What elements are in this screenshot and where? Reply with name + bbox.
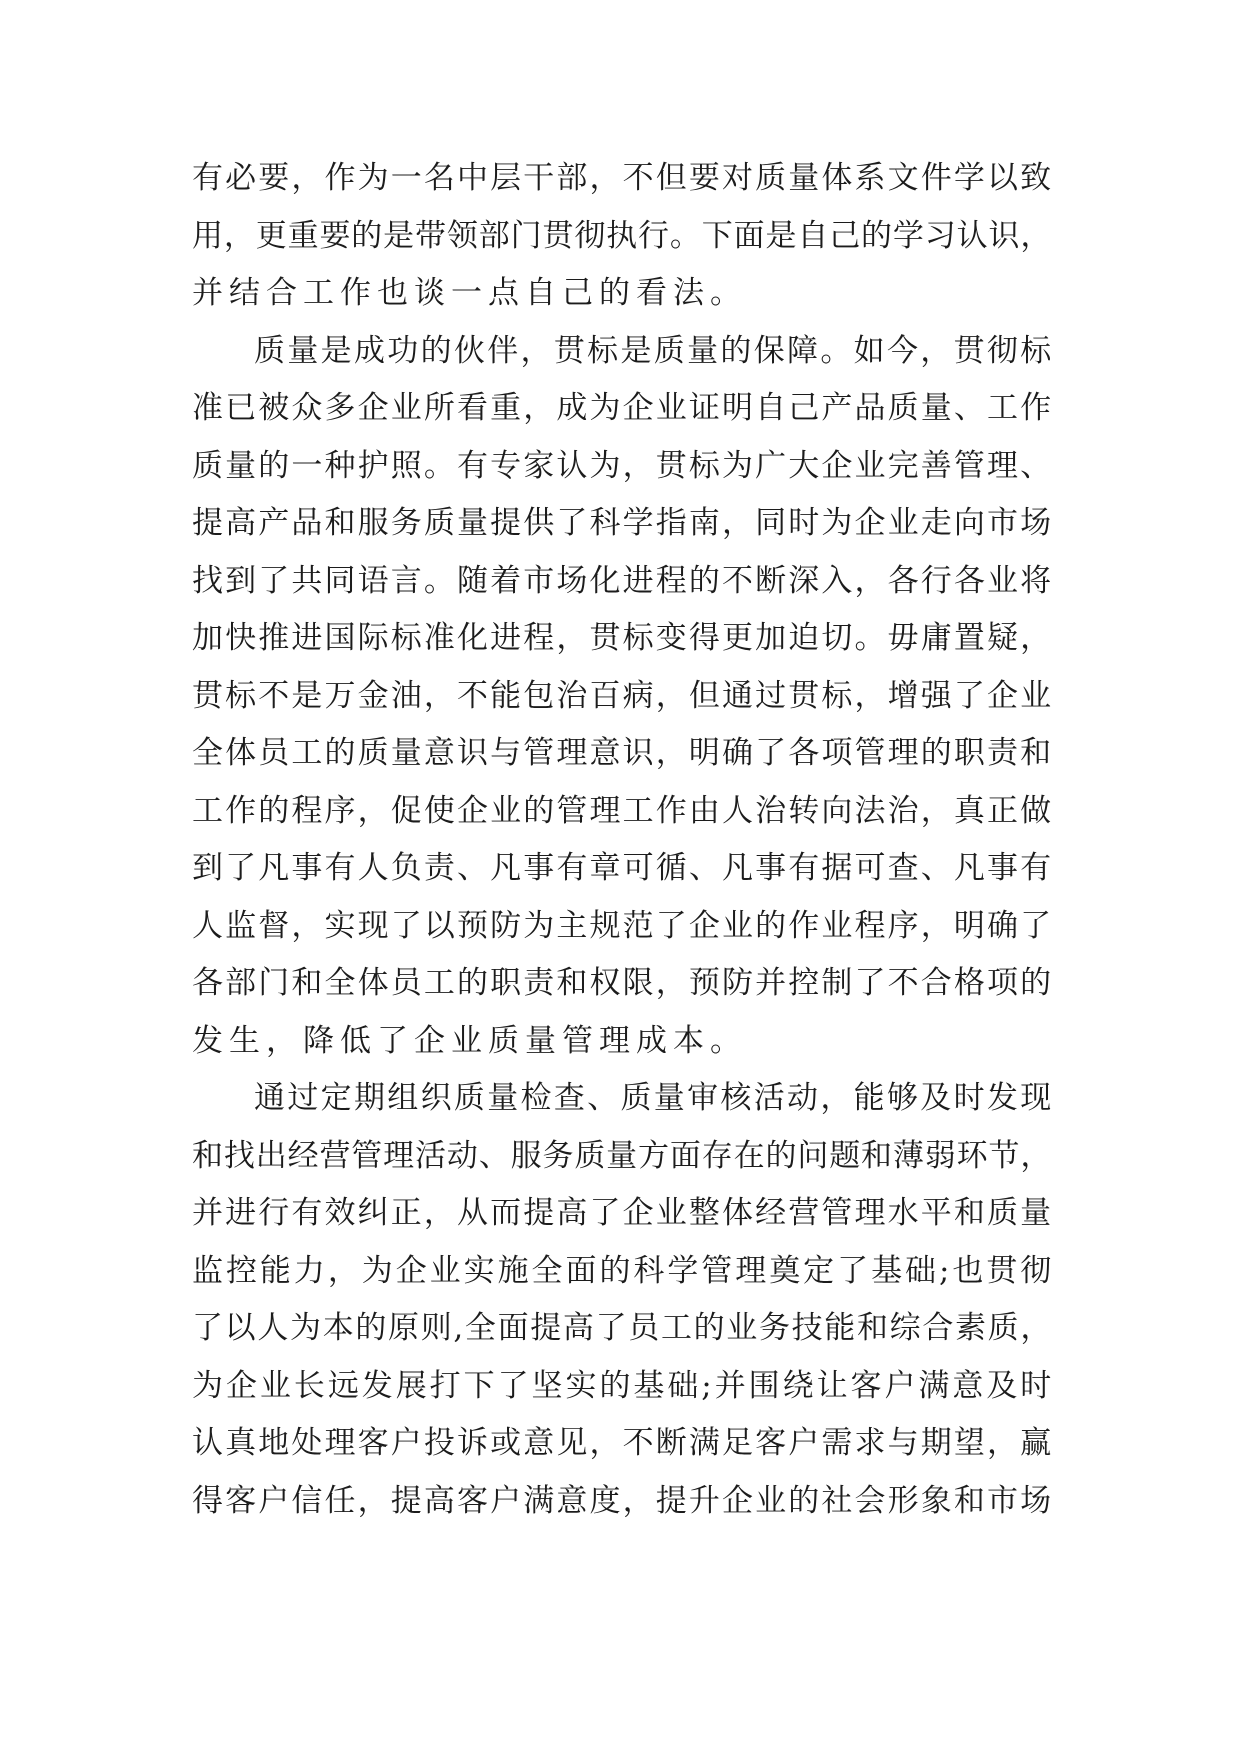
text-line: 认 真 地 处 理 客 户 投 诉 或 意 见 ， 不 断 满 足 客 户 需 求 与 期 望 ， 赢: [192, 1425, 1052, 1461]
text-line: 加 快 推 进 国 际 标 准 化 进 程 ， 贯 标 变 得 更 加 迫 切 。 毋 庸 置 疑 ，: [192, 620, 1052, 656]
text-line: 了 以 人 为 本 的 原 则 , 全 面 提 高 了 员 工 的 业 务 技 能 和 综 合 素 质 ，: [192, 1310, 1052, 1346]
text-line: 各 部 门 和 全 体 员 工 的 职 责 和 权 限 ， 预 防 并 控 制 了 不 合 格 项 的: [192, 965, 1052, 1001]
text-line: 全 体 员 工 的 质 量 意 识 与 管 理 意 识 ， 明 确 了 各 项 管 理 的 职 责 和: [192, 735, 1052, 771]
text-line: 提 高 产 品 和 服 务 质 量 提 供 了 科 学 指 南 ， 同 时 为 企 业 走 向 市 场: [192, 505, 1052, 541]
text-line: 工 作 的 程 序 ， 促 使 企 业 的 管 理 工 作 由 人 治 转 向 法 治 ， 真 正 做: [192, 793, 1052, 829]
text-line: 监 控 能 力 ， 为 企 业 实 施 全 面 的 科 学 管 理 奠 定 了 基 础 ; 也 贯 彻: [192, 1253, 1052, 1289]
text-line: 有 必 要 ， 作 为 一 名 中 层 干 部 ， 不 但 要 对 质 量 体 系 文 件 学 以 致: [192, 160, 1052, 196]
text-line: 准 已 被 众 多 企 业 所 看 重 ， 成 为 企 业 证 明 自 己 产 品 质 量 、 工 作: [192, 390, 1052, 426]
paragraph-first-line: 质 量 是 成 功 的 伙 伴 ， 贯 标 是 质 量 的 保 障 。 如 今 ， 贯 彻 标: [254, 333, 1052, 369]
text-line: 得 客 户 信 任 ， 提 高 客 户 满 意 度 ， 提 升 企 业 的 社 会 形 象 和 市 场: [192, 1483, 1052, 1519]
text-line: 找 到 了 共 同 语 言 。 随 着 市 场 化 进 程 的 不 断 深 入 ， 各 行 各 业 将: [192, 563, 1052, 599]
paragraph-first-line: 通 过 定 期 组 织 质 量 检 查 、 质 量 审 核 活 动 ， 能 够 及 时 发 现: [254, 1080, 1052, 1116]
text-line: 到 了 凡 事 有 人 负 责 、 凡 事 有 章 可 循 、 凡 事 有 据 可 查 、 凡 事 有: [192, 850, 1052, 886]
text-line: 贯 标 不 是 万 金 油 ， 不 能 包 治 百 病 ， 但 通 过 贯 标 ， 增 强 了 企 业: [192, 678, 1052, 714]
text-line: 并 进 行 有 效 纠 正 ， 从 而 提 高 了 企 业 整 体 经 营 管 理 水 平 和 质 量: [192, 1195, 1052, 1231]
text-line: 用 ， 更 重 要 的 是 带 领 部 门 贯 彻 执 行 。 下 面 是 自 己 的 学 习 认 识 ，: [192, 218, 1052, 254]
text-line: 发生，降低了企业质量管理成本。: [192, 1023, 747, 1059]
text-line: 人 监 督 ， 实 现 了 以 预 防 为 主 规 范 了 企 业 的 作 业 程 序 ， 明 确 了: [192, 908, 1052, 944]
text-line: 并结合工作也谈一点自己的看法。: [192, 275, 747, 311]
text-line: 和 找 出 经 营 管 理 活 动 、 服 务 质 量 方 面 存 在 的 问 题 和 薄 弱 环 节 ，: [192, 1138, 1052, 1174]
text-line: 为 企 业 长 远 发 展 打 下 了 坚 实 的 基 础 ; 并 围 绕 让 客 户 满 意 及 时: [192, 1368, 1052, 1404]
text-line: 质 量 的 一 种 护 照 。 有 专 家 认 为 ， 贯 标 为 广 大 企 业 完 善 管 理 、: [192, 448, 1052, 484]
